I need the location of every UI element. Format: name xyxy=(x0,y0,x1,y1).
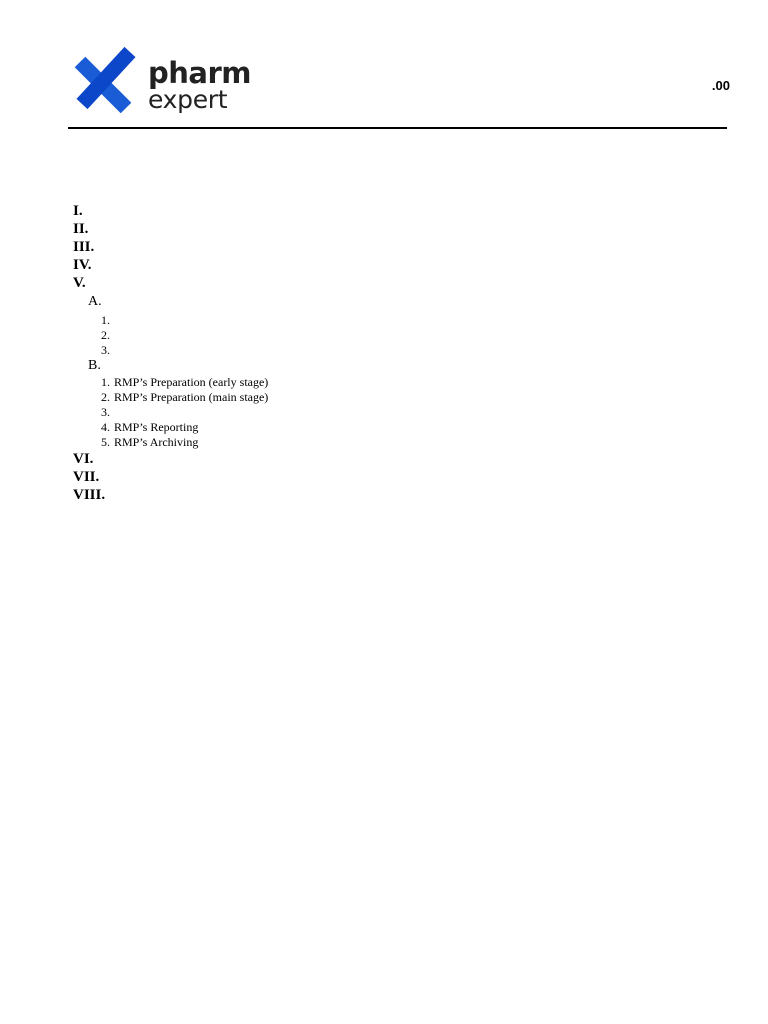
toc-section-5: V. xyxy=(73,275,86,291)
toc-section-3: III. xyxy=(73,239,95,255)
item-number: 2. xyxy=(101,390,110,404)
toc-section-6: VI. xyxy=(73,451,94,467)
x-cross-logo-icon xyxy=(70,44,146,116)
toc-item-b1 xyxy=(101,375,268,390)
toc-subsection-b: B. xyxy=(88,358,101,373)
item-text: RMP’s Reporting xyxy=(114,420,199,434)
item-text: RMP’s Preparation (early stage) xyxy=(114,375,269,389)
item-number: 4. xyxy=(101,420,110,434)
toc-section-1: I. xyxy=(73,203,83,219)
toc-section-4: IV. xyxy=(73,257,92,273)
item-number: 1. xyxy=(101,375,110,389)
toc-item-b3 xyxy=(101,405,114,420)
logo-word-pharm: pharm xyxy=(148,56,251,90)
toc-section-8: VIII. xyxy=(73,487,106,503)
item-number: 5. xyxy=(101,435,110,449)
toc-item-b4 xyxy=(101,420,198,435)
item-text: RMP’s Archiving xyxy=(114,435,199,449)
toc-item-a3 xyxy=(101,343,114,358)
item-number: 2. xyxy=(101,328,110,342)
toc-item-a2 xyxy=(101,328,114,343)
toc-section-2: II. xyxy=(73,221,89,237)
logo-word-expert: expert xyxy=(148,85,228,114)
toc-subsection-a: A. xyxy=(88,294,102,309)
toc-item-b5 xyxy=(101,435,198,450)
toc-item-b2 xyxy=(101,390,268,405)
toc-item-a1 xyxy=(101,313,114,328)
header-divider xyxy=(68,127,727,129)
item-number: 3. xyxy=(101,405,110,419)
item-number: 1. xyxy=(101,313,110,327)
document-number: .00 xyxy=(711,78,730,93)
pharm-expert-logo xyxy=(70,44,270,116)
item-number: 3. xyxy=(101,343,110,357)
toc-section-7: VII. xyxy=(73,469,100,485)
item-text: RMP’s Preparation (main stage) xyxy=(114,390,269,404)
